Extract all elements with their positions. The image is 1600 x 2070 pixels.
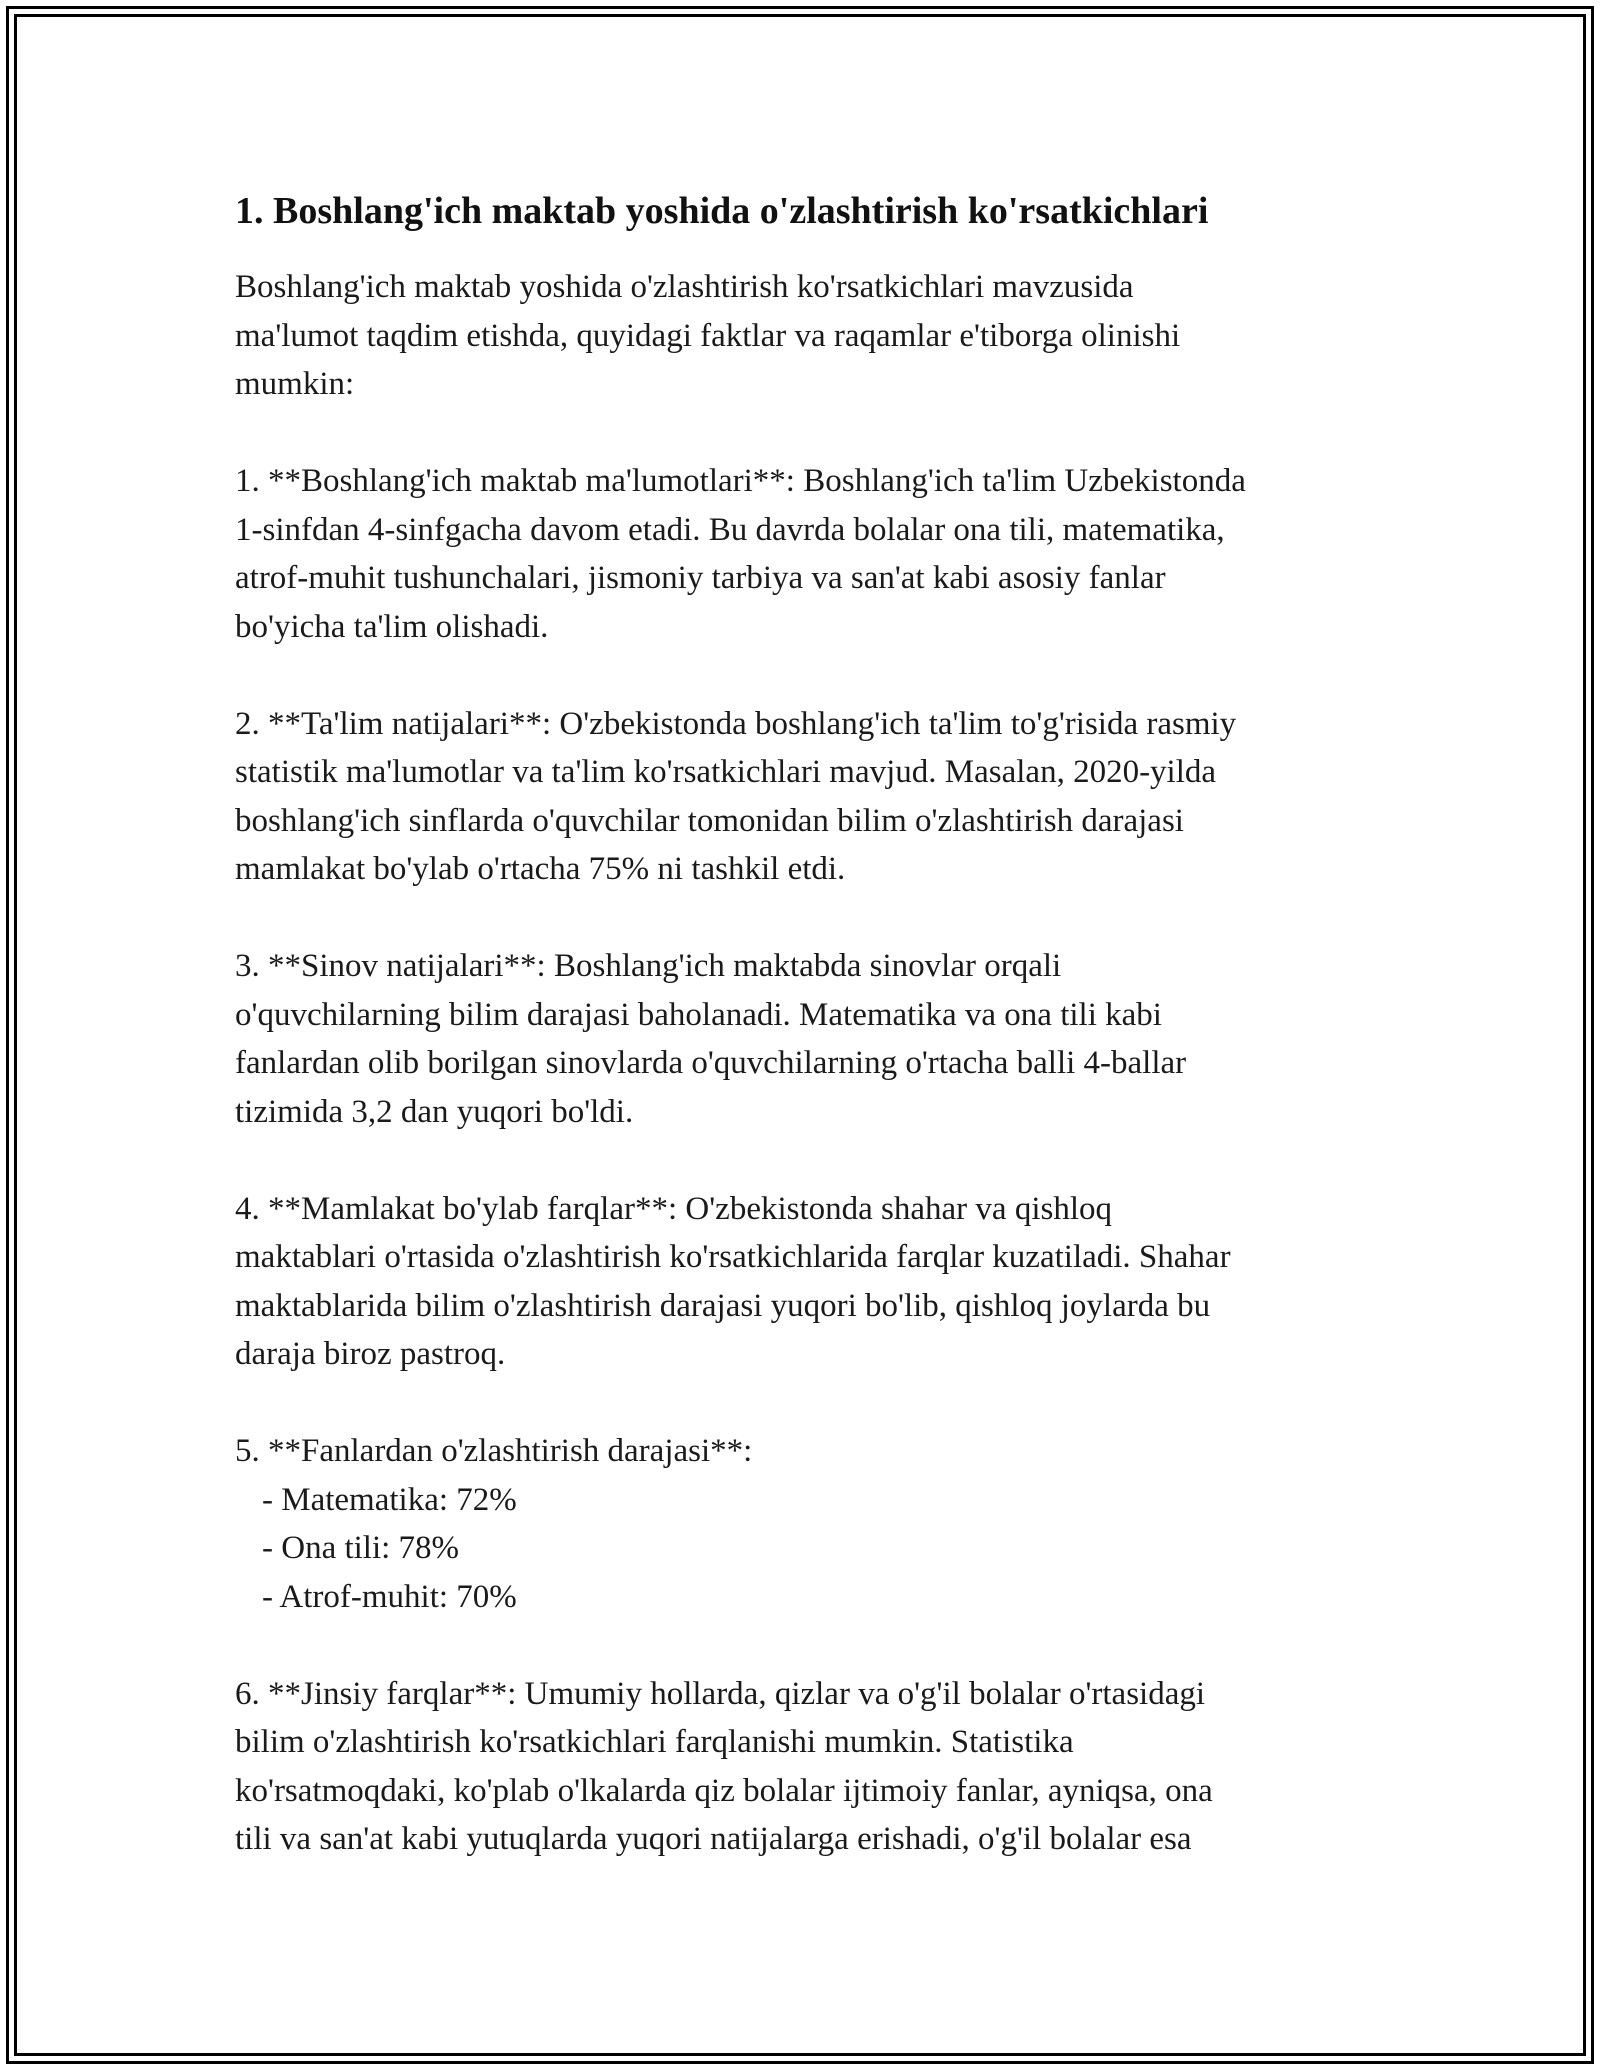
- paragraph-gap: [235, 894, 1375, 943]
- list-item-1: [235, 457, 1375, 651]
- text-line: Boshlang'ich maktab yoshida o'zlashtirish ko'rsatkichlari mavzusida: [235, 269, 1134, 305]
- text-line: ko'rsatmoqdaki, ko'plab o'lkalarda qiz bolalar ijtimoiy fanlar, ayniqsa, ona: [235, 1772, 1213, 1809]
- text-line: tili va san'at kabi yutuqlarda yuqori natijalarga erishadi, o'g'il bolalar esa: [235, 1821, 1192, 1857]
- text-line: o'quvchilarning bilim darajasi baholanadi. Matematika va ona tili kabi: [235, 996, 1162, 1033]
- list-item-5-heading: [235, 1427, 1375, 1476]
- list-item-2: [235, 700, 1375, 894]
- subject-results-list: [235, 1476, 1375, 1622]
- text-line: daraja biroz pastroq.: [235, 1336, 506, 1372]
- text-line: 3. **Sinov natijalari**: Boshlang'ich maktabda sinovlar orqali: [235, 948, 1062, 984]
- text-line: maktablari o'rtasida o'zlashtirish ko'rsatkichlarida farqlar kuzatiladi. Shahar: [235, 1239, 1231, 1275]
- text-line: ma'lumot taqdim etishda, quyidagi faktlar va raqamlar e'tiborga olinishi: [235, 317, 1181, 354]
- text-line: boshlang'ich sinflarda o'quvchilar tomonidan bilim o'zlashtirish darajasi: [235, 802, 1184, 839]
- document-body: [235, 185, 1375, 1864]
- text-line: mumkin:: [235, 366, 355, 402]
- text-line: 1-sinfdan 4-sinfgacha davom etadi. Bu davrda bolalar ona tili, matematika,: [235, 511, 1225, 548]
- text-line: 4. **Mamlakat bo'ylab farqlar**: O'zbekistonda shahar va qishloq: [235, 1190, 1112, 1227]
- paragraph-gap: [235, 1621, 1375, 1670]
- text-line: bilim o'zlashtirish ko'rsatkichlari farqlanishi mumkin. Statistika: [235, 1724, 1074, 1760]
- paragraph-gap: [235, 1136, 1375, 1185]
- text-line: mamlakat bo'ylab o'rtacha 75% ni tashkil etdi.: [235, 851, 846, 887]
- text-line: 5. **Fanlardan o'zlashtirish darajasi**:: [235, 1433, 753, 1469]
- text-line: 2. **Ta'lim natijalari**: O'zbekistonda boshlang'ich ta'lim to'g'risida rasmiy: [235, 705, 1237, 742]
- list-item-3: [235, 942, 1375, 1136]
- list-item-4: [235, 1185, 1375, 1379]
- sub-list-item: - Atrof-muhit: 70%: [262, 1578, 517, 1615]
- paragraph-gap: [235, 651, 1375, 700]
- text-line: 6. **Jinsiy farqlar**: Umumiy hollarda, qizlar va o'g'il bolalar o'rtasidagi: [235, 1675, 1206, 1712]
- sub-list-item: - Ona tili: 78%: [262, 1530, 460, 1566]
- paragraph-gap: [235, 1379, 1375, 1428]
- sub-list-item: - Matematika: 72%: [262, 1481, 517, 1518]
- text-line: tizimida 3,2 dan yuqori bo'ldi.: [235, 1093, 634, 1130]
- intro-paragraph: [235, 263, 1375, 409]
- text-line: atrof-muhit tushunchalari, jismoniy tarbiya va san'at kabi asosiy fanlar: [235, 560, 1166, 596]
- paragraph-gap: [235, 409, 1375, 458]
- text-line: statistik ma'lumotlar va ta'lim ko'rsatkichlari mavjud. Masalan, 2020-yilda: [235, 754, 1217, 790]
- text-line: fanlardan olib borilgan sinovlarda o'quvchilarning o'rtacha balli 4-ballar: [235, 1045, 1187, 1081]
- list-item-5: [235, 1427, 1375, 1621]
- text-line: bo'yicha ta'lim olishadi.: [235, 608, 549, 645]
- list-item-6: [235, 1670, 1375, 1864]
- text-line: 1. **Boshlang'ich maktab ma'lumotlari**: Boshlang'ich ta'lim Uzbekistonda: [235, 463, 1246, 499]
- text-line: maktablarida bilim o'zlashtirish darajasi yuqori bo'lib, qishloq joylarda bu: [235, 1287, 1211, 1324]
- document-title: 1. Boshlang'ich maktab yoshida o'zlashtirish ko'rsatkichlari: [235, 190, 1209, 232]
